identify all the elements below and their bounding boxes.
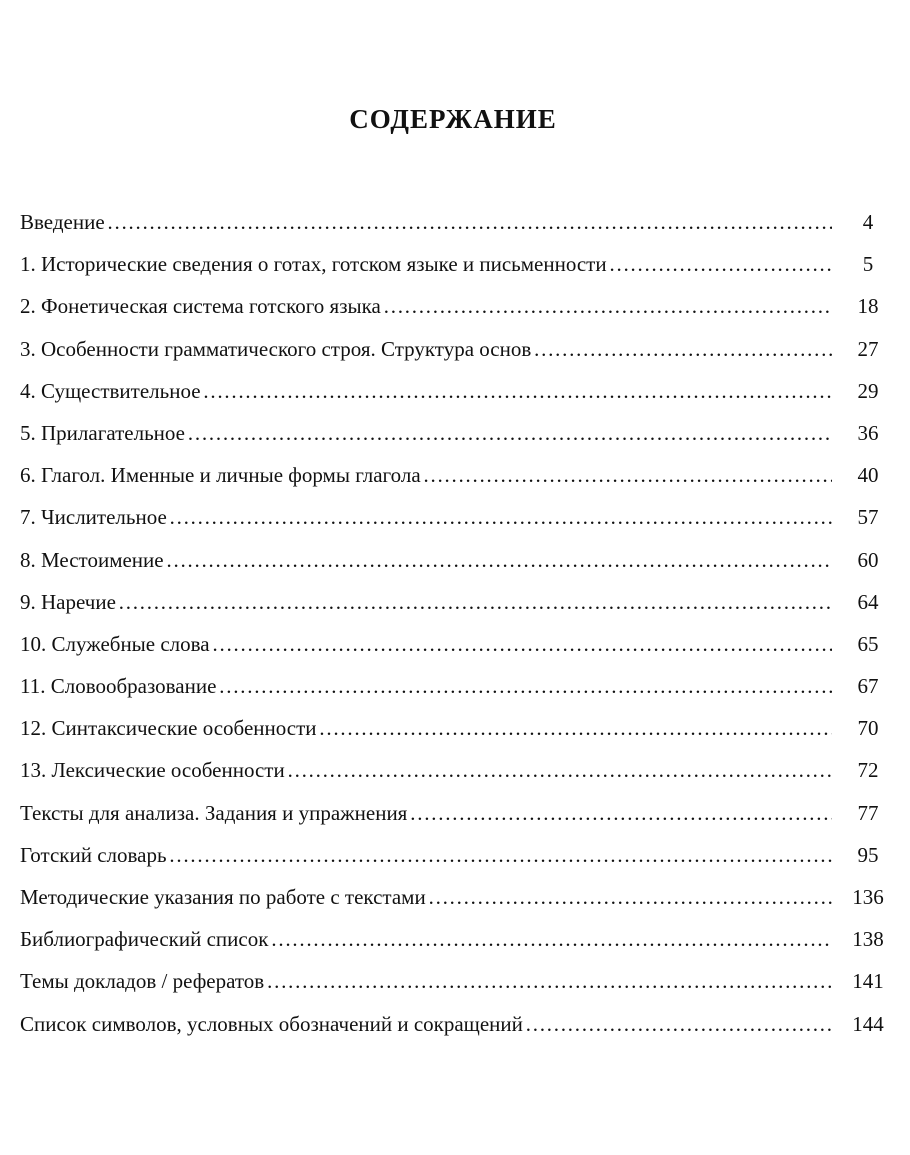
toc-entry (20, 668, 898, 710)
toc-entry-page: 67 (857, 674, 879, 699)
toc-entry-label: 6. Глагол. Именные и личные формы глагола ………………………………………………………………………………………………………………………………………………………………………………………… (20, 457, 832, 493)
toc-entry-label: Библиографический список ………………………………………………………………………………………………………………………………………………………………………………………… (20, 921, 832, 957)
toc-entry (20, 457, 898, 499)
toc-entry (20, 499, 898, 541)
toc-entry-label: 10. Служебные слова ………………………………………………………………………………………………………………………………………………………………………………………… (20, 626, 832, 662)
toc-entry (20, 752, 898, 794)
toc-entry (20, 288, 898, 330)
toc-entry-page: 60 (857, 547, 879, 572)
toc-entry (20, 837, 898, 879)
toc-entry-label: Введение ………………………………………………………………………………………………………………………………………………………………………………………… (20, 204, 832, 240)
toc-entry-label: 13. Лексические особенности ………………………………………………………………………………………………………………………………………………………………………………………… (20, 752, 832, 788)
toc-entry-label: 12. Синтаксические особенности ………………………………………………………………………………………………………………………………………………………………………………………… (20, 710, 832, 746)
toc-entry-page: 136 (852, 885, 884, 909)
toc-entry-label: Методические указания по работе с текстами ………………………………………………………………………………………………………………………………………………………………………………………… (20, 879, 832, 915)
toc-entry (20, 710, 898, 752)
toc-entry-page: 4 (862, 210, 874, 234)
toc-entry-page: 141 (852, 969, 884, 994)
toc-entry-label: 8. Местоимение ………………………………………………………………………………………………………………………………………………………………………………………… (20, 542, 832, 578)
toc-entry (20, 331, 898, 373)
toc-entry-label: 5. Прилагательное ………………………………………………………………………………………………………………………………………………………………………………………… (20, 415, 832, 451)
toc-entry-page: 95 (857, 842, 879, 867)
toc-entry-label: 4. Существительное ………………………………………………………………………………………………………………………………………………………………………………………… (20, 373, 832, 409)
toc-entry-label: 1. Исторические сведения о готах, готском языке и письменности ………………………………………………………………………………………………………………………………………………………………………………………… (20, 246, 832, 282)
toc-entry-page: 29 (857, 378, 879, 403)
toc-entry-page: 65 (857, 631, 879, 656)
toc-entry-label: Темы докладов / рефератов ………………………………………………………………………………………………………………………………………………………………………………………… (20, 963, 832, 999)
toc-entry (20, 795, 898, 837)
toc-entry-label: Тексты для анализа. Задания и упражнения ………………………………………………………………………………………………………………………………………………………………………………………… (20, 795, 832, 831)
toc-entry (20, 1006, 898, 1048)
toc-entry-label: 9. Наречие ………………………………………………………………………………………………………………………………………………………………………………………… (20, 584, 832, 620)
toc-entry (20, 921, 898, 963)
toc-entry-label: 7. Числительное ………………………………………………………………………………………………………………………………………………………………………………………… (20, 499, 832, 535)
toc-entry (20, 542, 898, 584)
toc-entry-label: 2. Фонетическая система готского языка ………………………………………………………………………………………………………………………………………………………………………………………… (20, 288, 832, 324)
toc-entry-label: 11. Словообразование ………………………………………………………………………………………………………………………………………………………………………………………… (20, 668, 832, 704)
toc-entry-label: Список символов, условных обозначений и сокращений ………………………………………………………………………………………………………………………………………………………………………………………… (20, 1006, 832, 1042)
toc-entry-page: 18 (857, 294, 879, 319)
toc-entry-label: 3. Особенности грамматического строя. Структура основ ………………………………………………………………………………………………………………………………………………………………………………………… (20, 331, 832, 367)
toc-entry-page: 138 (852, 927, 884, 952)
toc-entry (20, 879, 898, 921)
toc-entry (20, 415, 898, 457)
toc-entry (20, 626, 898, 668)
toc-entry (20, 373, 898, 415)
toc-entry-label: Готский словарь ………………………………………………………………………………………………………………………………………………………………………………………… (20, 837, 832, 873)
toc-entry-page: 144 (852, 1011, 884, 1036)
toc-entry-page: 64 (857, 589, 879, 614)
toc-entry-page: 72 (857, 758, 879, 783)
toc-entry-page: 36 (857, 420, 879, 445)
toc-entry (20, 584, 898, 626)
toc-entry (20, 963, 898, 1005)
toc-entry-page: 70 (857, 716, 879, 741)
toc-entry (20, 246, 898, 288)
toc-entry-page: 5 (862, 252, 874, 277)
page-title: СОДЕРЖАНИЕ (349, 104, 557, 134)
toc-entry (20, 204, 898, 246)
table-of-contents (20, 204, 898, 1048)
toc-entry-page: 27 (857, 336, 879, 361)
toc-entry-page: 77 (857, 800, 879, 825)
toc-entry-page: 57 (857, 505, 879, 530)
toc-entry-page: 40 (857, 463, 879, 488)
